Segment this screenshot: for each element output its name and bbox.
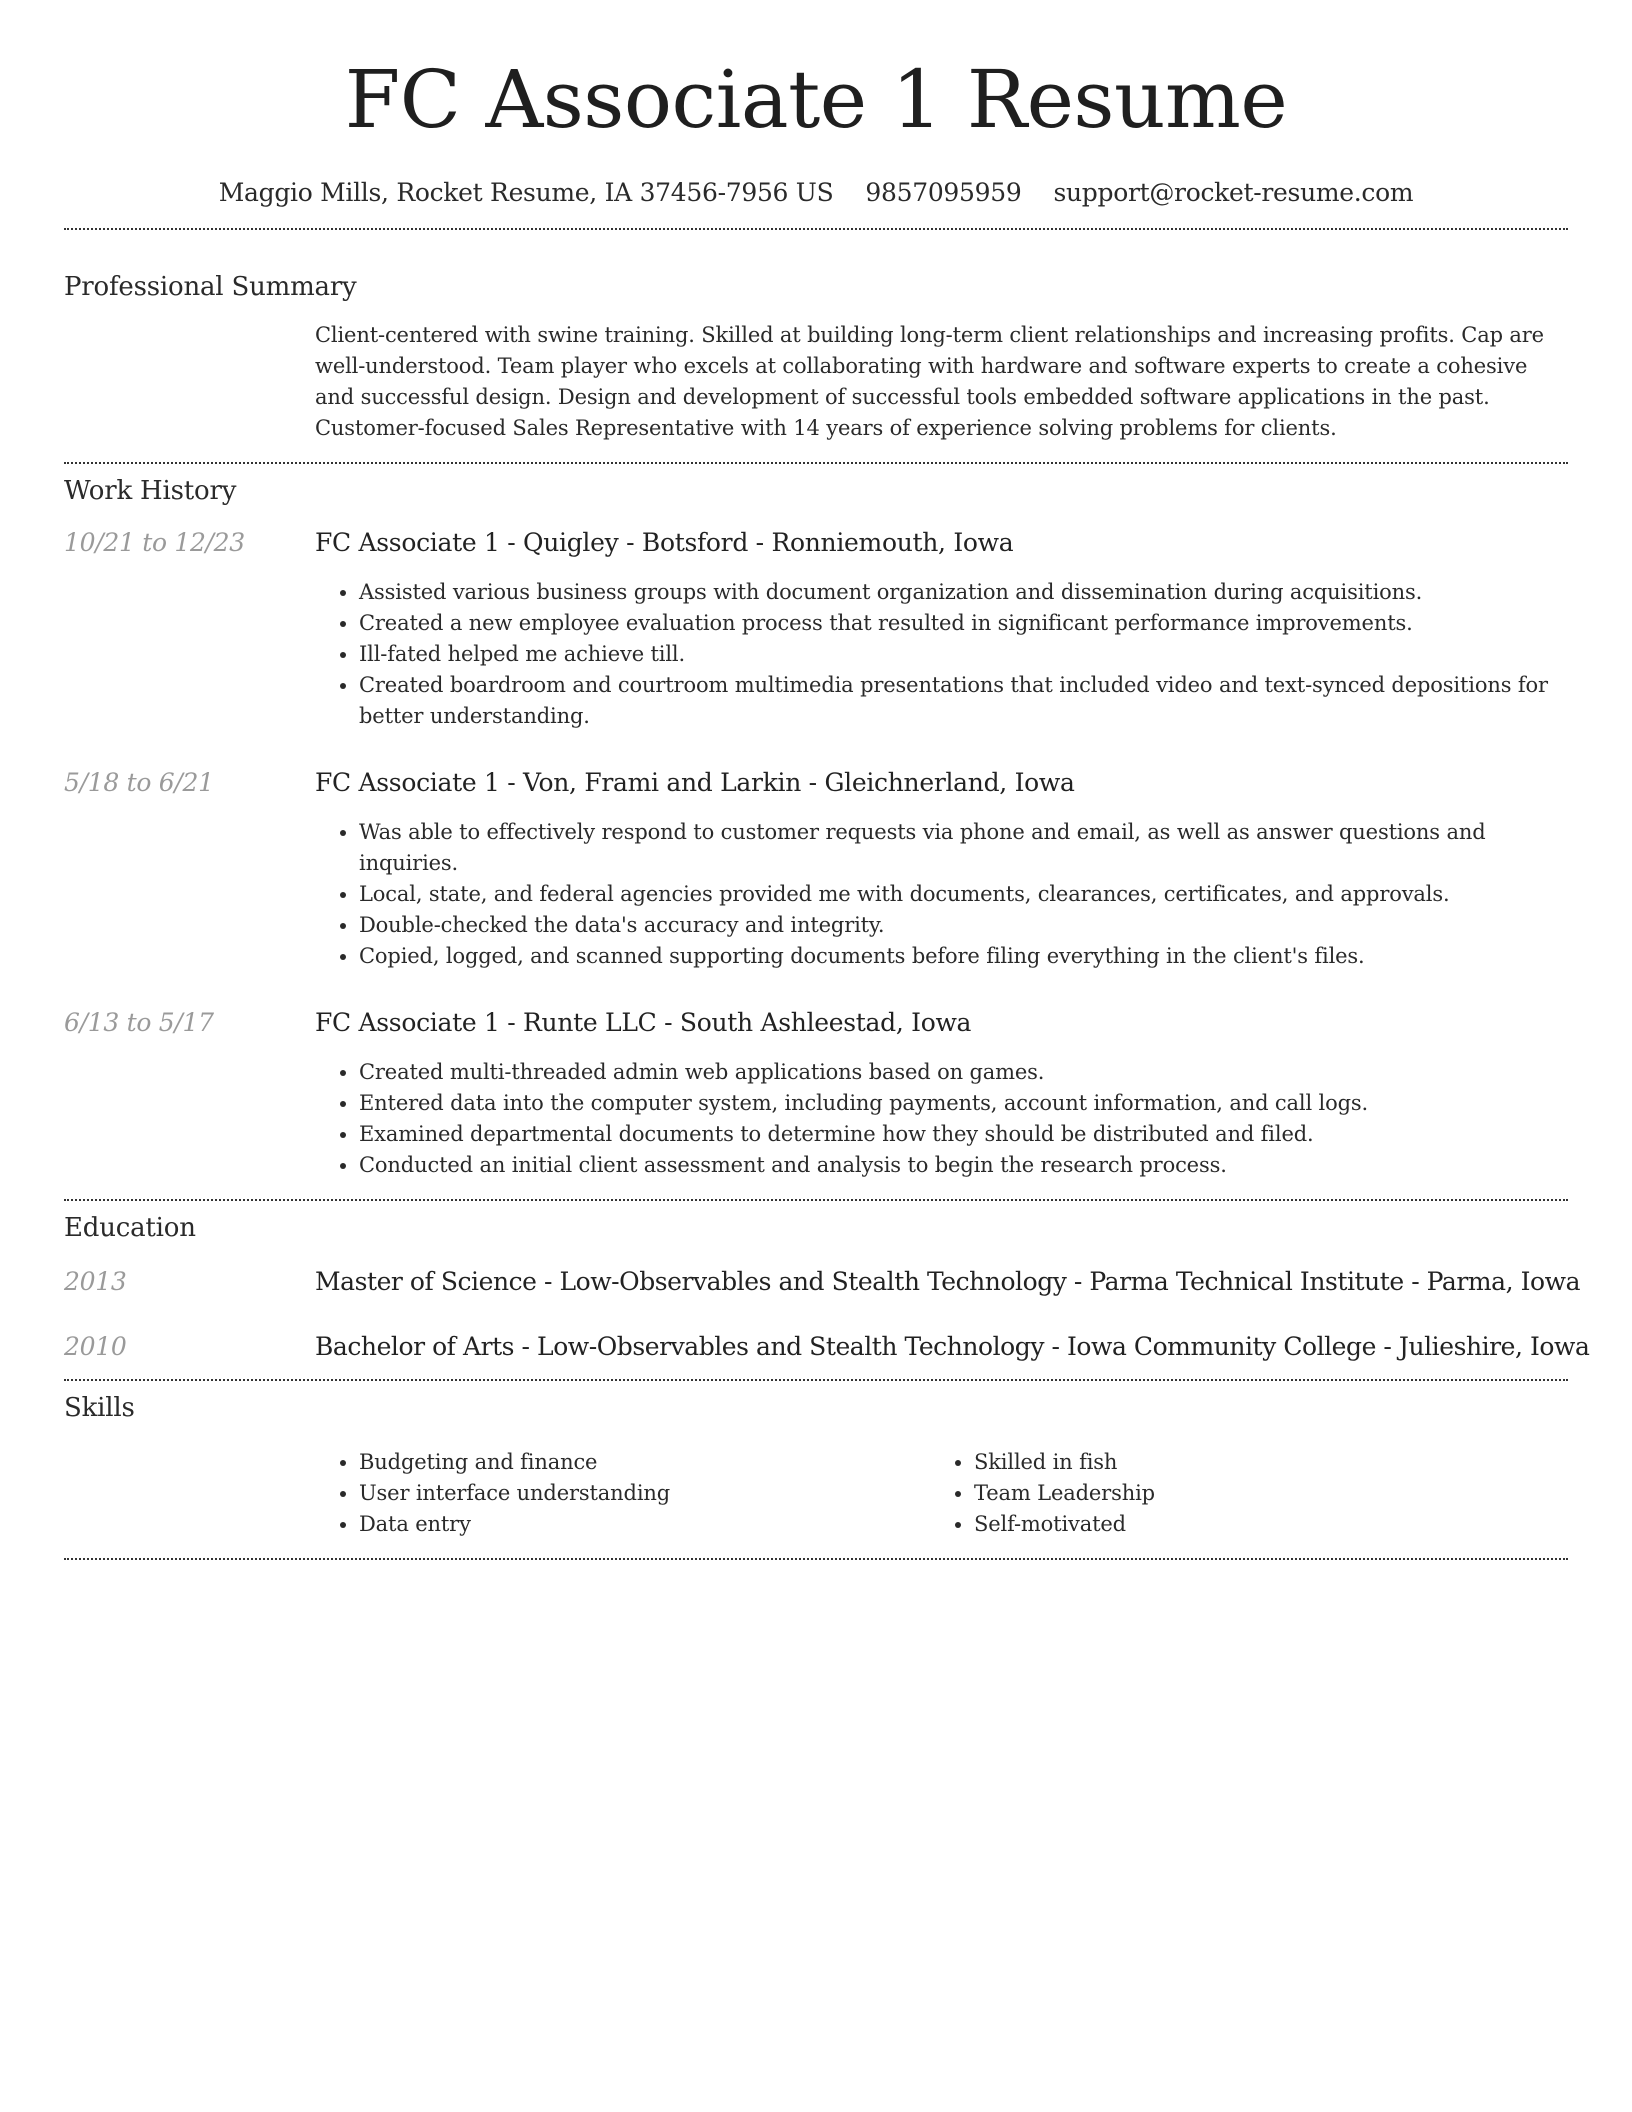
job-dates: 10/21 to 12/23 <box>64 528 245 557</box>
skills-section <box>64 1393 1568 1540</box>
skill-item: • Data entry <box>359 1509 930 1540</box>
skills-column-left <box>315 1447 930 1540</box>
summary-heading: Professional Summary <box>64 272 357 302</box>
contact-email: support@rocket-resume.com <box>1053 177 1414 207</box>
job-bullet: • Created a new employee evaluation process that resulted in significant performance improvements. <box>359 608 1568 639</box>
education-title: Bachelor of Arts - Low-Observables and Stealth Technology - Iowa Community College - Julieshire, Iowa <box>315 1332 1590 1361</box>
section-divider <box>64 228 1568 230</box>
job-title: FC Associate 1 - Von, Frami and Larkin - Gleichnerland, Iowa <box>315 768 1075 797</box>
job-bullets <box>315 1057 1568 1181</box>
skills-column-right <box>930 1447 1545 1540</box>
job-entry <box>64 528 1568 732</box>
job-bullet: • Examined departmental documents to determine how they should be distributed and filed. <box>359 1119 1568 1150</box>
job-title: FC Associate 1 - Runte LLC - South Ashleestad, Iowa <box>315 1008 972 1037</box>
job-bullet: • Ill-fated helped me achieve till. <box>359 639 1568 670</box>
job-bullet: • Created multi-threaded admin web applications based on games. <box>359 1057 1568 1088</box>
contact-phone: 9857095959 <box>865 177 1022 207</box>
education-section <box>64 1213 1590 1361</box>
education-entry <box>64 1332 1590 1361</box>
contact-address: Maggio Mills, Rocket Resume, IA 37456-7956 US <box>218 177 834 207</box>
education-year: 2010 <box>64 1332 127 1361</box>
skill-item: • Self-motivated <box>974 1509 1545 1540</box>
work-history-heading: Work History <box>64 476 237 506</box>
job-dates: 5/18 to 6/21 <box>64 768 214 797</box>
job-bullet: • Assisted various business groups with document organization and dissemination during acquisitions. <box>359 577 1568 608</box>
resume-title: FC Associate 1 Resume <box>344 53 1288 146</box>
summary-text: Client-centered with swine training. Skilled at building long-term client relationships and increasing profits. Cap are well-understood. Team player who excels at collaborating with hardware and software experts to create a cohesive and successful design. Design and development of successful tools embedded software applications in the past. Customer-focused Sales Representative with 14 years of experience solving problems for clients. <box>315 323 1544 440</box>
skills-heading: Skills <box>64 1393 135 1423</box>
job-title: FC Associate 1 - Quigley - Botsford - Ronniemouth, Iowa <box>315 528 1014 557</box>
job-bullets <box>315 817 1568 972</box>
job-bullet: • Entered data into the computer system, including payments, account information, and call logs. <box>359 1088 1568 1119</box>
job-dates: 6/13 to 5/17 <box>64 1008 214 1037</box>
section-divider <box>64 1379 1568 1381</box>
job-bullet: • Double-checked the data's accuracy and integrity. <box>359 910 1568 941</box>
contact-line <box>64 156 1568 228</box>
job-bullet: • Copied, logged, and scanned supporting documents before filing everything in the client's files. <box>359 941 1568 972</box>
skill-item: • Budgeting and finance <box>359 1447 930 1478</box>
job-bullet: • Created boardroom and courtroom multimedia presentations that included video and text-synced depositions for better understanding. <box>359 670 1568 732</box>
education-heading: Education <box>64 1213 196 1243</box>
work-history-section <box>64 476 1568 1181</box>
skills-list <box>315 1447 1568 1540</box>
section-divider <box>64 1558 1568 1560</box>
skill-item: • Team Leadership <box>974 1478 1545 1509</box>
job-bullet: • Local, state, and federal agencies provided me with documents, clearances, certificates, and approvals. <box>359 879 1568 910</box>
job-bullets <box>315 577 1568 732</box>
section-divider <box>64 462 1568 464</box>
education-title: Master of Science - Low-Observables and Stealth Technology - Parma Technical Institute - Parma, Iowa <box>315 1267 1581 1296</box>
education-entry <box>64 1267 1581 1296</box>
job-entry <box>64 768 1568 972</box>
job-bullet: • Was able to effectively respond to customer requests via phone and email, as well as answer questions and inquiries. <box>359 817 1568 879</box>
section-divider <box>64 1199 1568 1201</box>
job-entry <box>64 1008 1568 1181</box>
education-year: 2013 <box>64 1267 127 1296</box>
skill-item: • Skilled in fish <box>974 1447 1545 1478</box>
job-bullet: • Conducted an initial client assessment and analysis to begin the research process. <box>359 1150 1568 1181</box>
resume-page <box>64 0 1590 1560</box>
skill-item: • User interface understanding <box>359 1478 930 1509</box>
summary-section <box>64 272 1568 444</box>
